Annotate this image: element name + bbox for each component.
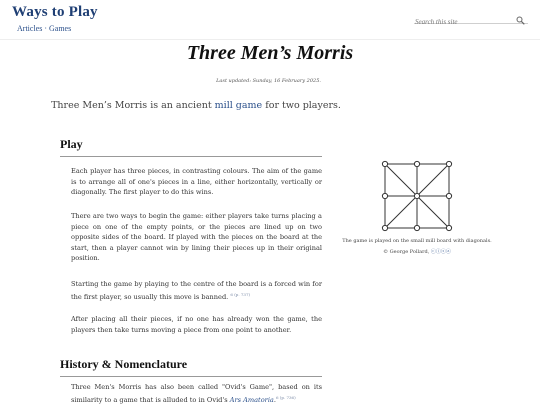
history-paragraph-1-text: Three Men's Morris has also been called "Ovid's Game", based on its similarity to a game that is alluded to in Ovid's — [71, 383, 322, 404]
section-heading-play: Play — [60, 137, 322, 157]
history-paragraph-1 — [71, 382, 322, 405]
nav-articles-link[interactable]: Articles — [17, 24, 43, 33]
search-input[interactable] — [414, 18, 513, 26]
lede-text-end: for two players. — [262, 100, 341, 111]
citation-ref[interactable]: 6 (p. 736) — [275, 394, 296, 400]
lede — [0, 100, 392, 111]
play-paragraph-1: Each player has three pieces, in contrasting colours. The aim of the game is to arrange all of one's pieces in a line, either horizontally, vertically or diagonally. The first player to do this wins. — [71, 167, 322, 197]
figure-credit — [334, 248, 500, 255]
play-paragraph-3 — [71, 279, 322, 302]
search-box — [414, 9, 528, 24]
last-updated: Last updated: Sunday, 16 February 2025. — [216, 78, 321, 84]
site-title[interactable]: Ways to Play — [12, 4, 98, 20]
search-icon[interactable] — [516, 10, 525, 29]
lede-text: Three Men’s Morris is an ancient — [51, 100, 215, 111]
page-title: Three Men’s Morris — [186, 42, 354, 64]
play-paragraph-3-text: Starting the game by playing to the centre of the board is a forced win for the first player, so usually this move is banned. — [71, 280, 322, 301]
mill-game-link[interactable]: mill game — [214, 100, 263, 111]
cc-license-icon[interactable]: ⓒⓘⓢⓐ — [430, 249, 451, 255]
board-figure — [334, 160, 500, 255]
credit-text: © George Pollard, — [383, 249, 430, 255]
play-paragraph-4: After placing all their pieces, if no one has already won the game, the players then take turns moving a piece from one point to another. — [71, 315, 322, 334]
nav-separator: · — [44, 24, 47, 33]
citation-ref[interactable]: 6 (p. 737) — [230, 291, 251, 297]
site-nav — [17, 24, 71, 33]
header-divider — [0, 39, 540, 40]
history-paragraph-1-end: . — [273, 395, 276, 404]
section-heading-history: History & Nomenclature — [60, 357, 322, 377]
figure-caption: The game is played on the small mill board with diagonals. — [342, 238, 492, 244]
nav-games-link[interactable]: Games — [49, 24, 72, 33]
play-paragraph-2: There are two ways to begin the game: either players take turns placing a piece on one of the empty points, or the pieces are lined up on two opposite sides of the board. If played with the pieces on the board at the start, then a player cannot win by lining their pieces up in their original position. — [71, 212, 322, 263]
morris-board-diagram — [381, 160, 453, 232]
ars-amatoria-link[interactable]: Ars Amatoria — [229, 395, 274, 404]
